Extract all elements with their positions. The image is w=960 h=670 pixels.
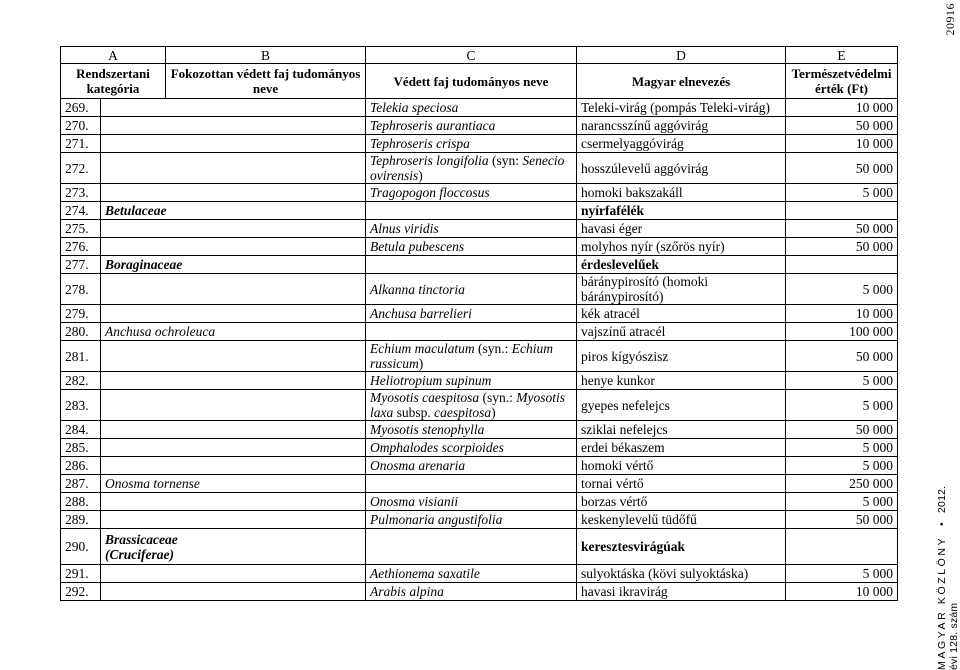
row-number: 280. — [61, 323, 101, 341]
hungarian-name: érdeslevelűek — [577, 256, 786, 274]
family-name — [101, 238, 366, 256]
family-name — [101, 305, 366, 323]
species-name: Aethionema saxatile — [366, 565, 577, 583]
table-row — [61, 184, 898, 202]
hungarian-name: gyepes nefelejcs — [577, 390, 786, 421]
conservation-value: 5 000 — [786, 457, 898, 475]
table-row — [61, 583, 898, 601]
family-name — [101, 583, 366, 601]
species-name: Tephroseris aurantiaca — [366, 117, 577, 135]
column-header: Természetvédelmi érték (Ft) — [786, 64, 898, 99]
hungarian-name: borzas vértő — [577, 493, 786, 511]
species-name-part: (syn: — [492, 153, 520, 168]
table-row — [61, 274, 898, 305]
family-name-part: Brassicaceae — [105, 531, 178, 547]
hungarian-name: kék atracél — [577, 305, 786, 323]
species-name-part: Echium maculatum — [370, 341, 478, 356]
hungarian-name: báránypirosító (homoki báránypirosító) — [577, 274, 786, 305]
species-name-part: Tephroseris longifolia — [370, 153, 493, 168]
hungarian-name: narancsszínű aggóvirág — [577, 117, 786, 135]
table-row — [61, 117, 898, 135]
row-number: 286. — [61, 457, 101, 475]
journal-name: MAGYAR KÖZLÖNY — [936, 535, 948, 670]
row-number: 272. — [61, 153, 101, 184]
family-name — [101, 153, 366, 184]
conservation-value — [786, 202, 898, 220]
species-name — [366, 475, 577, 493]
family-label — [105, 532, 178, 562]
row-number: 282. — [61, 372, 101, 390]
row-number: 279. — [61, 305, 101, 323]
table-row — [61, 565, 898, 583]
species-name-part: ) — [418, 168, 423, 183]
row-number: 277. — [61, 256, 101, 274]
column-header: Fokozottan védett faj tudományos neve — [166, 64, 366, 99]
species-name — [366, 529, 577, 565]
family-name — [101, 511, 366, 529]
column-letter: A — [61, 47, 166, 64]
species-name-part: Myosotis laxa — [370, 390, 565, 420]
row-number: 288. — [61, 493, 101, 511]
species-name-part: (syn.: — [477, 341, 509, 356]
species-name: Telekia speciosa — [366, 99, 577, 117]
row-number: 289. — [61, 511, 101, 529]
conservation-value: 10 000 — [786, 99, 898, 117]
row-number: 276. — [61, 238, 101, 256]
hungarian-name: vajszínű atracél — [577, 323, 786, 341]
table-row — [61, 372, 898, 390]
species-name: Arabis alpina — [366, 583, 577, 601]
conservation-value — [786, 529, 898, 565]
strictly-protected-species: Anchusa ochroleuca — [101, 323, 366, 341]
family-name — [101, 184, 366, 202]
species-name: Heliotropium supinum — [366, 372, 577, 390]
row-number: 283. — [61, 390, 101, 421]
family-name — [101, 457, 366, 475]
conservation-value: 5 000 — [786, 390, 898, 421]
table-row — [61, 511, 898, 529]
table-row — [61, 457, 898, 475]
family-name — [101, 439, 366, 457]
table-row — [61, 323, 898, 341]
hungarian-name: havasi éger — [577, 220, 786, 238]
column-header: Magyar elnevezés — [577, 64, 786, 99]
row-number: 285. — [61, 439, 101, 457]
species-name-part: Senecio ovirensis — [370, 153, 565, 183]
row-number: 275. — [61, 220, 101, 238]
family-name — [101, 117, 366, 135]
row-number: 292. — [61, 583, 101, 601]
table-row — [61, 439, 898, 457]
species-name: Onosma visianii — [366, 493, 577, 511]
species-name: Myosotis stenophylla — [366, 421, 577, 439]
conservation-value: 5 000 — [786, 439, 898, 457]
column-header: Védett faj tudományos neve — [366, 64, 577, 99]
hungarian-name: sulyoktáska (kövi sulyoktáska) — [577, 565, 786, 583]
family-name — [101, 220, 366, 238]
conservation-value: 5 000 — [786, 493, 898, 511]
species-name: Pulmonaria angustifolia — [366, 511, 577, 529]
table-row — [61, 135, 898, 153]
table-row — [61, 390, 898, 421]
hungarian-name: havasi ikravirág — [577, 583, 786, 601]
species-name — [366, 256, 577, 274]
species-name: Alkanna tinctoria — [366, 274, 577, 305]
family-name — [101, 565, 366, 583]
header-row — [61, 64, 898, 99]
species-name — [366, 341, 577, 372]
family-name-part: (Cruciferae) — [105, 546, 174, 562]
conservation-value — [786, 256, 898, 274]
species-name-part: ) — [418, 356, 424, 371]
conservation-value: 50 000 — [786, 238, 898, 256]
family-name — [101, 390, 366, 421]
family-label: Betulaceae — [105, 203, 167, 218]
row-number: 278. — [61, 274, 101, 305]
conservation-value: 50 000 — [786, 220, 898, 238]
species-name: Tragopogon floccosus — [366, 184, 577, 202]
species-name — [366, 202, 577, 220]
conservation-value: 5 000 — [786, 565, 898, 583]
table-row — [61, 475, 898, 493]
row-number: 291. — [61, 565, 101, 583]
conservation-value: 50 000 — [786, 511, 898, 529]
conservation-value: 100 000 — [786, 323, 898, 341]
conservation-value: 250 000 — [786, 475, 898, 493]
species-name-part: subsp. — [396, 405, 431, 420]
family-name — [101, 256, 366, 274]
row-number: 287. — [61, 475, 101, 493]
column-header: Rendszertani kategória — [61, 64, 166, 99]
column-letter: D — [577, 47, 786, 64]
hungarian-name: erdei békaszem — [577, 439, 786, 457]
species-name: Alnus viridis — [366, 220, 577, 238]
conservation-value: 10 000 — [786, 305, 898, 323]
journal-separator: • — [936, 522, 948, 527]
hungarian-name: keskenylevelű tüdőfű — [577, 511, 786, 529]
conservation-value: 50 000 — [786, 153, 898, 184]
hungarian-name: tornai vértő — [577, 475, 786, 493]
species-name: Onosma arenaria — [366, 457, 577, 475]
hungarian-name: homoki bakszakáll — [577, 184, 786, 202]
species-name-part: (syn.: — [482, 390, 513, 405]
hungarian-name: sziklai nefelejcs — [577, 421, 786, 439]
table-row — [61, 256, 898, 274]
species-name: Omphalodes scorpioides — [366, 439, 577, 457]
conservation-value: 50 000 — [786, 117, 898, 135]
family-label: Boraginaceae — [105, 257, 183, 272]
row-number: 274. — [61, 202, 101, 220]
species-name-part: ) — [491, 405, 496, 420]
row-number: 269. — [61, 99, 101, 117]
conservation-value: 5 000 — [786, 372, 898, 390]
row-number: 271. — [61, 135, 101, 153]
species-name — [366, 390, 577, 421]
page-number: 20916 — [943, 3, 957, 36]
hungarian-name: homoki vértő — [577, 457, 786, 475]
species-name: Tephroseris crispa — [366, 135, 577, 153]
table-row — [61, 421, 898, 439]
species-name: Anchusa barrelieri — [366, 305, 577, 323]
column-letter: C — [366, 47, 577, 64]
conservation-value: 50 000 — [786, 341, 898, 372]
row-number: 281. — [61, 341, 101, 372]
table-row — [61, 153, 898, 184]
family-name — [101, 372, 366, 390]
conservation-value: 10 000 — [786, 135, 898, 153]
journal-label — [936, 470, 960, 670]
hungarian-name: piros kígyószisz — [577, 341, 786, 372]
table-row — [61, 220, 898, 238]
journal-issue: 2012. évi 128. szám — [936, 485, 960, 670]
species-name — [366, 153, 577, 184]
column-letter: B — [166, 47, 366, 64]
species-name — [366, 323, 577, 341]
row-number: 290. — [61, 529, 101, 565]
row-number: 270. — [61, 117, 101, 135]
hungarian-name: csermelyaggóvirág — [577, 135, 786, 153]
species-name-part: caespitosa — [430, 405, 492, 420]
conservation-value: 10 000 — [786, 583, 898, 601]
table-row — [61, 341, 898, 372]
row-number: 284. — [61, 421, 101, 439]
table-row — [61, 238, 898, 256]
family-name — [101, 274, 366, 305]
conservation-value: 5 000 — [786, 274, 898, 305]
hungarian-name: hosszúlevelű aggóvirág — [577, 153, 786, 184]
column-letter: E — [786, 47, 898, 64]
conservation-value: 5 000 — [786, 184, 898, 202]
hungarian-name: molyhos nyír (szőrös nyír) — [577, 238, 786, 256]
conservation-value: 50 000 — [786, 421, 898, 439]
family-name — [101, 493, 366, 511]
strictly-protected-species: Onosma tornense — [101, 475, 366, 493]
hungarian-name: keresztesvirágúak — [577, 529, 786, 565]
table-row — [61, 305, 898, 323]
family-name — [101, 421, 366, 439]
table-row — [61, 99, 898, 117]
family-name — [101, 135, 366, 153]
hungarian-name: nyírfafélék — [577, 202, 786, 220]
column-letter-row — [61, 47, 898, 64]
family-name — [101, 341, 366, 372]
family-name — [101, 99, 366, 117]
protected-species-table — [60, 46, 898, 601]
table-row — [61, 202, 898, 220]
family-name — [101, 202, 366, 220]
hungarian-name: Teleki-virág (pompás Teleki-virág) — [577, 99, 786, 117]
row-number: 273. — [61, 184, 101, 202]
species-name-part: Echium russicum — [370, 341, 553, 371]
hungarian-name: henye kunkor — [577, 372, 786, 390]
species-name-part: Myosotis caespitosa — [370, 390, 483, 405]
table-row — [61, 529, 898, 565]
species-name: Betula pubescens — [366, 238, 577, 256]
table-row — [61, 493, 898, 511]
family-name — [101, 529, 366, 565]
